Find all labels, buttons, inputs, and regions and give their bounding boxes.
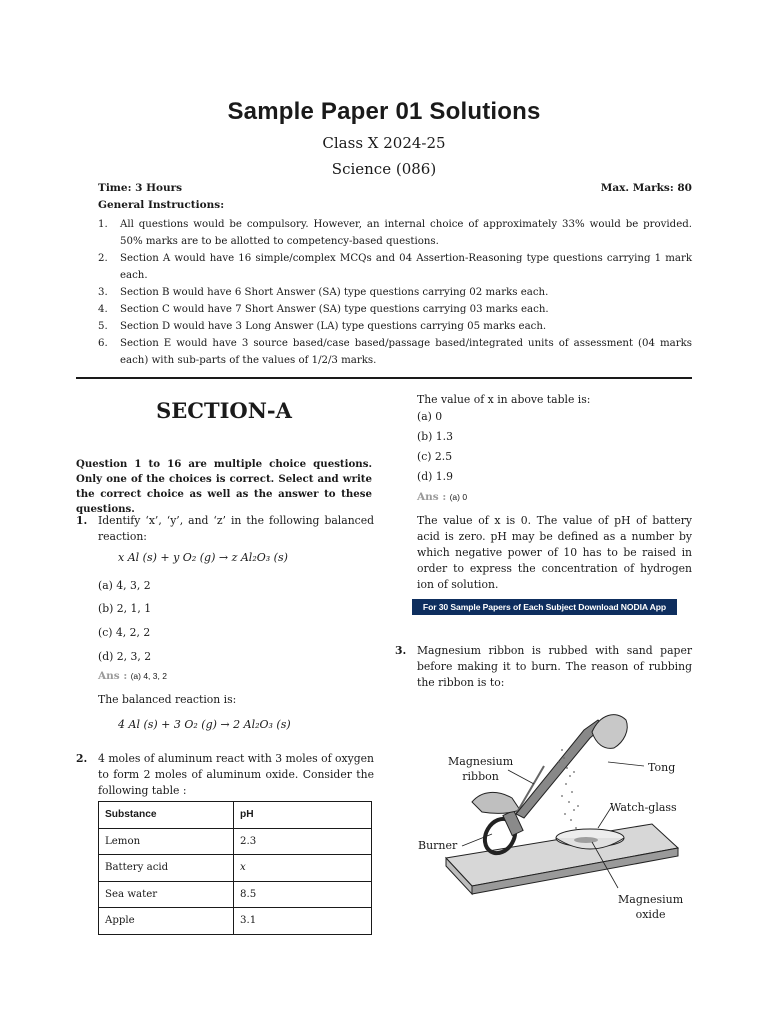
label-watch-glass: Watch-glass <box>610 801 677 814</box>
explanation-2: The value of x is 0. The value of pH of battery acid is zero. pH may be defined as a number by which negative power of 10 has to be raised in order to express the concentration of hydrogen ion of solution. <box>417 514 692 591</box>
time-label: Time: 3 Hours <box>98 182 183 194</box>
ph-table <box>98 801 372 935</box>
nodia-app-banner[interactable]: For 30 Sample Papers of Each Subject Download NODIA App <box>412 599 677 615</box>
label-tong: Tong <box>648 761 676 774</box>
question-text: Magnesium ribbon is rubbed with sand paper before making it to burn. The reason of rubbing the ribbon is to: <box>417 644 692 689</box>
class-line: Class X 2024-25 <box>322 134 446 152</box>
option-c: (c) 4, 2, 2 <box>98 626 151 639</box>
instructions-list <box>98 216 692 369</box>
instruction-item: 6. Section E would have 3 source based/case based/passage based/integrated units of assessment (04 marks each) with sub-parts of the values of 1/2/3 marks. <box>98 338 692 366</box>
tong <box>516 720 604 818</box>
question-2 <box>76 751 374 799</box>
table-cell: Sea water <box>99 881 234 908</box>
answer-1: Ans : (a) 4, 3, 2 <box>98 670 167 682</box>
instruction-item: 5. Section D would have 3 Long Answer (LA) type questions carrying 05 marks each. <box>98 321 547 332</box>
table-row <box>99 828 372 855</box>
question-3 <box>395 643 692 691</box>
question-number: 1. <box>76 514 88 527</box>
instruction-item: 2. Section A would have 16 simple/complex MCQs and 04 Assertion-Reasoning type questions carrying 1 mark each. <box>98 253 692 281</box>
instruction-item: 1. All questions would be compulsory. However, an internal choice of approximately 33% would be provided. 50% marks are to be allotted to competency-based questions. <box>98 219 692 247</box>
option-a: (a) 0 <box>417 410 443 423</box>
instruction-item: 3. Section B would have 6 Short Answer (SA) type questions carrying 02 marks each. <box>98 287 549 298</box>
table-row <box>99 908 372 935</box>
table-cell: x <box>234 855 372 882</box>
explanation-1: The balanced reaction is: <box>98 693 237 706</box>
meta-row <box>98 182 692 194</box>
section-a-heading: SECTION-A <box>156 398 292 423</box>
label-burner: Burner <box>418 839 458 852</box>
question-2-prompt: The value of x in above table is: <box>417 393 591 406</box>
table-row <box>99 881 372 908</box>
reaction-equation: x Al (s) + y O₂ (g) → z Al₂O₃ (s) <box>118 551 288 564</box>
table-cell: Apple <box>99 908 234 935</box>
table-row <box>99 855 372 882</box>
max-marks-label: Max. Marks: 80 <box>600 182 692 194</box>
table-cell: Battery acid <box>99 855 234 882</box>
question-number: 2. <box>76 752 88 765</box>
table-cell: 3.1 <box>234 908 372 935</box>
answer-2: Ans : (a) 0 <box>417 491 468 503</box>
question-text: 4 moles of aluminum react with 3 moles of oxygen to form 2 moles of aluminum oxide. Consider the following table : <box>98 752 374 797</box>
mcq-instructions: Question 1 to 16 are multiple choice questions. Only one of the choices is correct. Select and write the correct choice as well as the answer to these questions. <box>76 458 372 515</box>
label-magnesium-ribbon: Magnesium ribbon <box>448 755 514 783</box>
subject-line: Science (086) <box>331 160 437 178</box>
option-b: (b) 1.3 <box>417 430 453 443</box>
instruction-item: 4. Section C would have 7 Short Answer (SA) type questions carrying 03 marks each. <box>98 304 549 315</box>
table-cell: 2.3 <box>234 828 372 855</box>
table-header: pH <box>234 802 372 829</box>
magnesium-burning-figure <box>412 710 697 930</box>
label-magnesium-oxide: Magnesium oxide <box>618 893 684 921</box>
question-text: Identify ‘x’, ‘y’, and ‘z’ in the following balanced reaction: <box>98 514 374 543</box>
table-header-row <box>99 802 372 829</box>
table-cell: Lemon <box>99 828 234 855</box>
table-header: Substance <box>99 802 234 829</box>
option-a: (a) 4, 3, 2 <box>98 579 151 592</box>
option-b: (b) 2, 1, 1 <box>98 602 152 615</box>
question-number: 3. <box>395 644 407 657</box>
instructions-heading: General Instructions: <box>98 199 225 211</box>
option-c: (c) 2.5 <box>417 450 453 463</box>
table-cell: 8.5 <box>234 881 372 908</box>
header-divider <box>76 377 692 379</box>
question-1 <box>76 513 374 545</box>
hand <box>472 792 520 813</box>
option-d: (d) 1.9 <box>417 470 453 483</box>
page-title: Sample Paper 01 Solutions <box>227 98 541 125</box>
option-d: (d) 2, 3, 2 <box>98 650 152 663</box>
balanced-equation: 4 Al (s) + 3 O₂ (g) → 2 Al₂O₃ (s) <box>118 718 291 731</box>
